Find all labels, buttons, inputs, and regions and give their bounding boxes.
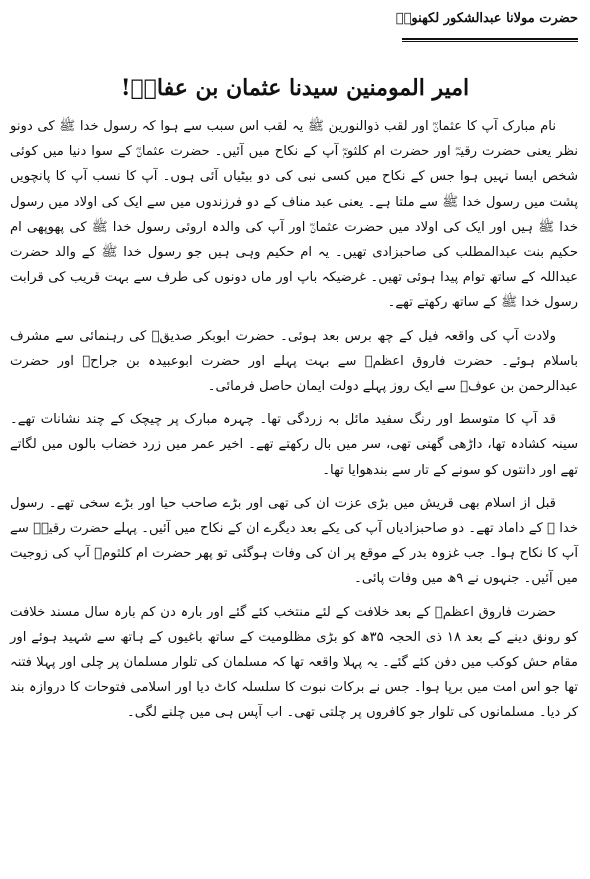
running-head-text: حضرت مولانا عبدالشکور لکھنویؒ <box>395 11 578 26</box>
running-head-rule <box>402 38 578 40</box>
paragraph-birth: ولادت آپ کی واقعہ فیل کے چھ برس بعد ہوئی۔ حضرت ابوبکر صدیقؓ کی رہنمائی سے مشرف باسلام ہوئے۔ حضرت فاروق اعظمؓ سے بہت پہلے اور حضرت ابوعبیدہ بن جراحؓ اور حضرت عبدالرحمن بن عوفؓ سے ایک روز پہلے دولت ایمان حاصل فرمائی۔ <box>10 328 578 395</box>
running-head <box>12 8 578 30</box>
paragraph-before-islam: قبل از اسلام بھی قریش میں بڑی عزت ان کی تھی اور بڑے صاحب حیا اور بڑے سخی تھے۔ رسول خدا ﷺ کے داماد تھے۔ دو صاحبزادیاں آپ کی یکے بعد دیگرے ان کے نکاح میں آئیں۔ پہلے حضرت رقیہؓ سے آپ کا نکاح ہوا۔ جب غزوہ بدر کے موقع پر ان کی وفات ہوگئی تو پھر حضرت ام کلثومؓ آپ کی زوجیت میں آئیں۔ جنہوں نے ۹ھ میں وفات پائی۔ <box>10 495 578 587</box>
paragraph-name-and-lineage: نام مبارک آپ کا عثمانؓ اور لقب ذوالنورین ﷺ یہ لقب اس سبب سے ہوا کہ رسول خدا ﷺ کی دونو نظر یعنی حضرت رقیہؓ اور حضرت ام کلثومؓ آپ کے نکاح میں آئیں۔ حضرت عثمانؓ کے سوا دنیا میں کوئی شخص ایسا نہیں ہوا جس کے نکاح میں کسی نبی کی دو بیٹیاں آئی ہوں۔ آپ کا نسب آپ کا پانچویں پشت میں رسول خدا ﷺ سے ملتا ہے۔ یعنی عبد مناف کے دو فرزندوں میں سے ایک کی اولاد میں رسول خدا ﷺ ہیں اور ایک کی اولاد میں حضرت عثمانؓ اور آپ کی والدہ اروئی رسول خدا ﷺ کی پھوپھی ام حکیم بنت عبدالمطلب کی صاحبزادی تھیں۔ یہ ام حکیم وہی ہیں جو رسول خدا ﷺ کے والد حضرت عبداللہ کے ساتھ توام پیدا ہوئی تھیں۔ غرضیکہ باپ اور ماں دونوں کی طرف سے بہت قریب کی قرابت رسول خدا ﷺ کے ساتھ رکھتے تھے۔ <box>10 119 578 311</box>
paragraph-caliphate: حضرت فاروق اعظمؓ کے بعد خلافت کے لئے منتخب کئے گئے اور بارہ دن کم بارہ سال مسند خلافت کو رونق دینے کے بعد ۱۸ ذی الحجہ ۳۵ھ کو بڑی مظلومیت کے ساتھ باغیوں کے ہاتھ سے شہید ہوئے اور مقام حش کوکب میں دفن کئے گئے۔ یہ پہلا واقعہ تھا کہ مسلمان کی تلوار مسلمان پر چلی اور پہلا فتنہ تھا جو اس امت میں برپا ہوا۔ جس نے برکات نبوت کا سلسلہ کاٹ دیا اور اسلامی فتوحات کا دروازہ بند کر دیا۔ مسلمانوں کی تلوار جو کافروں پر چلتی تھی۔ اب آپس ہی میں چلنے لگی۔ <box>10 604 579 721</box>
running-head-rule-thin <box>402 41 578 42</box>
chapter-heading: امیر المومنین سیدنا عثمان بن عفانؓ! <box>120 75 470 101</box>
paragraph-appearance: قد آپ کا متوسط اور رنگ سفید مائل بہ زردگی تھا۔ چہرہ مبارک پر چیچک کے چند نشانات تھے۔ سینہ کشادہ تھا، داڑھی گھنی تھی، سر میں بال رکھتے تھے۔ اخیر عمر میں زرد خضاب بالوں میں لگاتے تھے اور دانتوں کو سونے کے تار سے بندھوایا تھا۔ <box>10 412 578 478</box>
body-text <box>10 114 578 734</box>
